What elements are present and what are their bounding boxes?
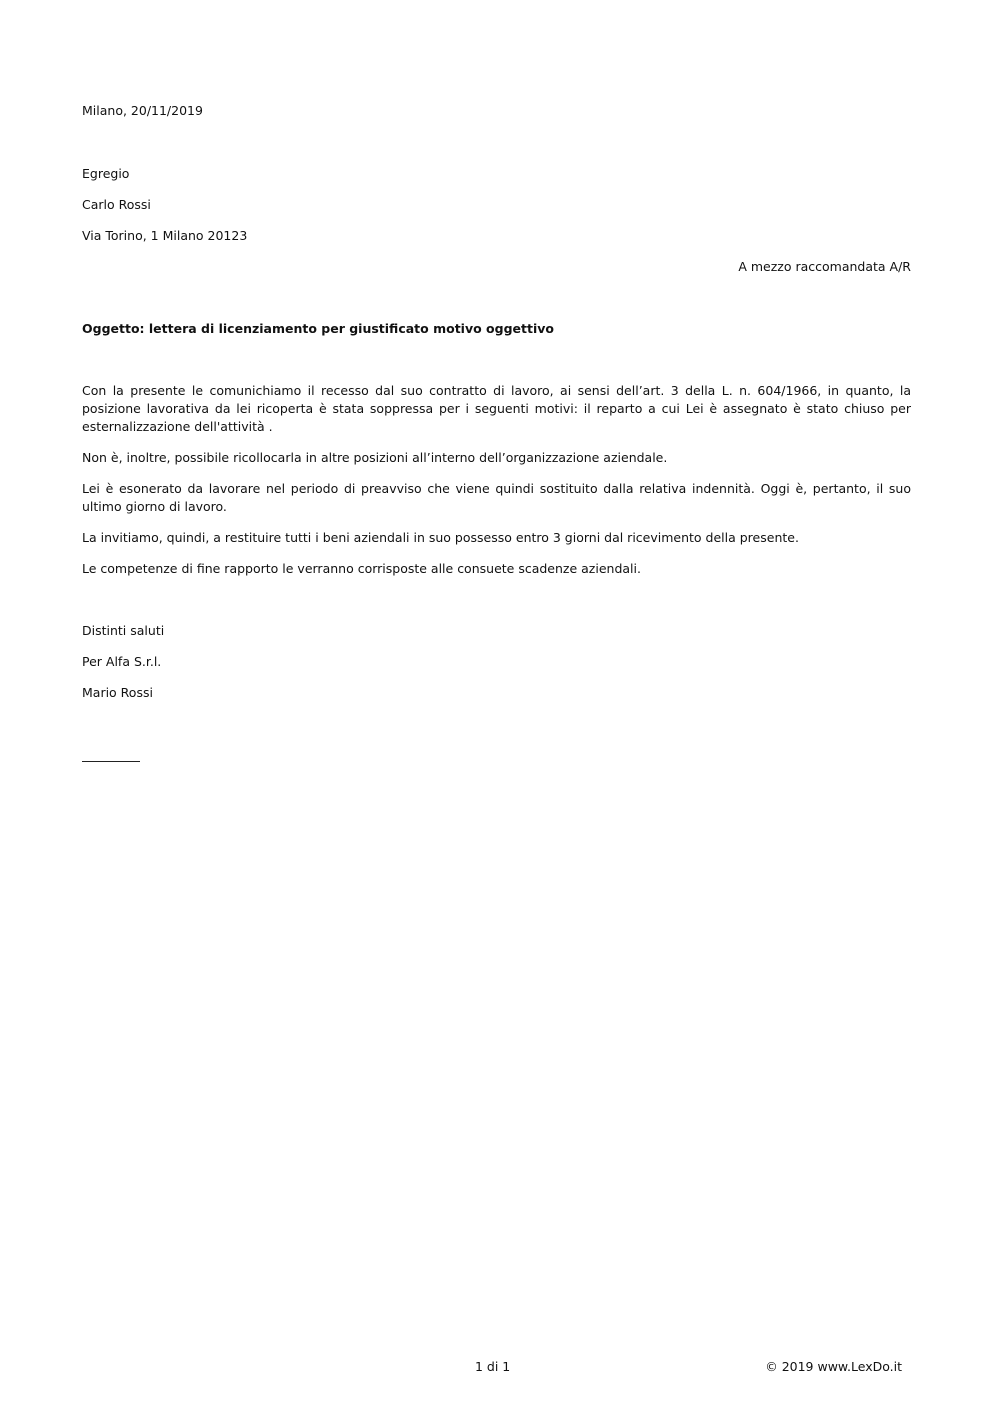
body-paragraph-4: La invitiamo, quindi, a restituire tutti i beni aziendali in suo possesso entro 3 giorni dal ricevimento della presente. — [82, 530, 799, 545]
closing-greeting: Distinti saluti — [82, 623, 165, 638]
signatory-name: Mario Rossi — [82, 685, 153, 700]
recipient-name: Carlo Rossi — [82, 197, 151, 212]
copyright-notice: © 2019 www.LexDo.it — [765, 1359, 902, 1374]
body-paragraph-1: Con la presente le comunichiamo il recesso dal suo contratto di lavoro, ai sensi dell’art. 3 della L. n. 604/1966, in quanto, la posizione lavorativa da lei ricoperta è stata soppressa per i seguenti motivi: il reparto a cui Lei è assegnato è stato chiuso per esternalizzazione dell'attività . — [82, 383, 911, 434]
place-date: Milano, 20/11/2019 — [82, 103, 203, 118]
signature-line — [82, 761, 140, 762]
subject-line: Oggetto: lettera di licenziamento per giustificato motivo oggettivo — [82, 321, 554, 336]
company-line: Per Alfa S.r.l. — [82, 654, 162, 669]
body-paragraph-2: Non è, inoltre, possibile ricollocarla in altre posizioni all’interno dell’organizzazione aziendale. — [82, 450, 668, 465]
page-number: 1 di 1 — [475, 1359, 511, 1374]
body-paragraph-3: Lei è esonerato da lavorare nel periodo di preavviso che viene quindi sostituito dalla relativa indennità. Oggi è, pertanto, il suo ultimo giorno di lavoro. — [82, 481, 911, 514]
body-paragraph-5: Le competenze di fine rapporto le verranno corrisposte alle consuete scadenze aziendali. — [82, 561, 641, 576]
recipient-address: Via Torino, 1 Milano 20123 — [82, 228, 248, 243]
delivery-note: A mezzo raccomandata A/R — [738, 259, 911, 274]
recipient-salutation: Egregio — [82, 166, 130, 181]
